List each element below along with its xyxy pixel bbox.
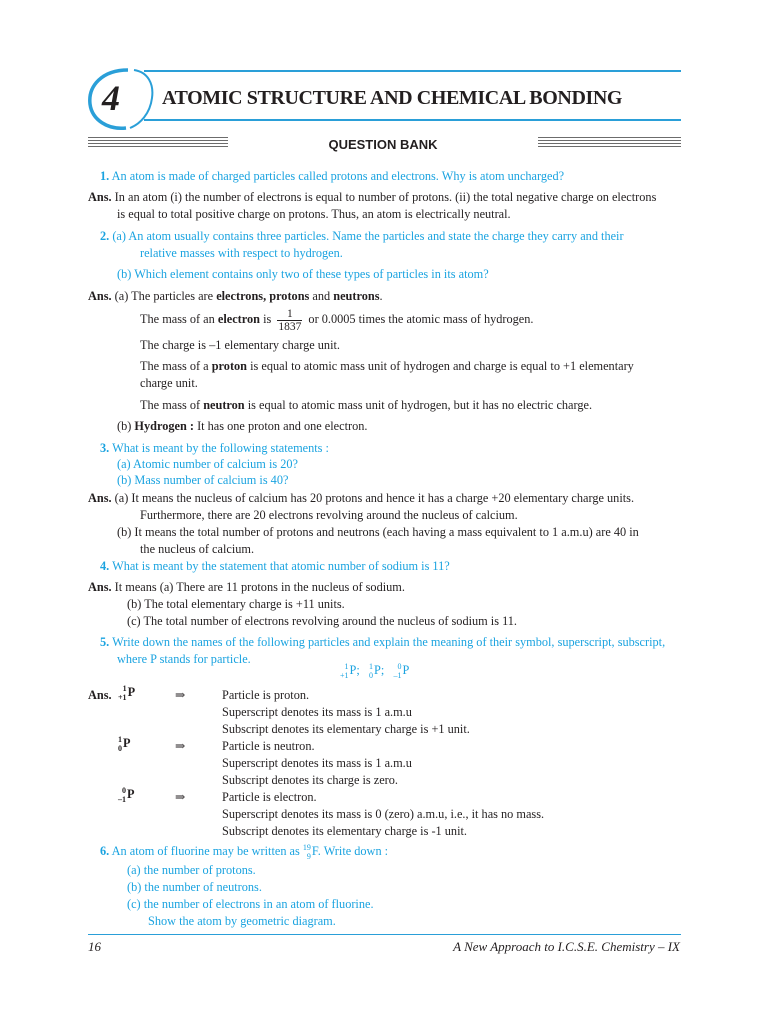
arrow: ⇒ — [175, 790, 186, 804]
answer-4b: (b) The total elementary charge is +11 units. — [127, 597, 345, 611]
answer-1 — [88, 189, 656, 206]
page-number: 16 — [88, 939, 101, 954]
question-6c: (c) the number of electrons in an atom of fluorine. — [127, 897, 374, 911]
answer-3a — [88, 490, 634, 507]
answer-text: It means (a) There are 11 protons in the nucleus of sodium. — [114, 580, 405, 594]
electron-desc-3: Subscript denotes its elementary charge is -1 unit. — [222, 824, 467, 838]
question-text: An atom of fluorine may be written as — [111, 844, 300, 858]
question-3a: (a) Atomic number of calcium is 20? — [117, 457, 298, 471]
answer-label: Ans. — [88, 190, 112, 204]
answer-label: Ans. — [88, 289, 112, 303]
question-number: 5. — [100, 635, 110, 649]
answer-text: It has one proton and one electron. — [197, 419, 368, 433]
answer-text: The mass of a — [140, 359, 209, 373]
symbol-electron: 0 –1 P — [393, 662, 410, 681]
question-6b: (b) the number of neutrons. — [127, 880, 262, 894]
question-3 — [100, 440, 329, 457]
answer-1-cont: is equal to total positive charge on protons. Thus, an atom is electrically neutral. — [117, 207, 511, 221]
chapter-number: 4 — [102, 78, 120, 118]
question-3b: (b) Mass number of calcium is 40? — [117, 473, 289, 487]
question-5-cont: where P stands for particle. — [117, 652, 251, 666]
proton-symbol: 1 +1 P — [118, 684, 136, 703]
term-hydrogen: Hydrogen : — [134, 419, 194, 433]
header-top-rule — [144, 70, 681, 72]
neutron-symbol: 1 0 P — [118, 735, 131, 754]
fraction — [277, 308, 302, 333]
question-6d: Show the atom by geometric diagram. — [148, 914, 336, 928]
answer-label: Ans. — [88, 580, 112, 594]
electron-charge: The charge is –1 elementary charge unit. — [140, 338, 340, 352]
term-electrons: electrons, — [216, 289, 267, 303]
answer-4 — [88, 579, 405, 596]
chapter-number-badge — [82, 64, 162, 134]
question-number: 2. — [100, 229, 110, 243]
left-decor-rules — [88, 137, 228, 151]
section-heading: QUESTION BANK — [328, 137, 438, 152]
question-5 — [100, 634, 665, 651]
answer-4c: (c) The total number of electrons revolving around the nucleus of sodium is 11. — [127, 614, 517, 628]
answer-2a — [88, 288, 383, 305]
question-2b: (b) Which element contains only two of these types of particles in its atom? — [117, 267, 489, 281]
electron-symbol: 0 –1 P — [118, 786, 135, 805]
answer-text: is — [263, 312, 272, 326]
answer-text: and — [312, 289, 331, 303]
fraction-denominator: 1837 — [278, 320, 302, 333]
answer-text: (b) — [117, 419, 132, 433]
question-4 — [100, 558, 450, 575]
proton-desc-3: Subscript denotes its elementary charge is +1 unit. — [222, 722, 470, 736]
electron-desc-2: Superscript denotes its mass is 0 (zero) a.m.u, i.e., it has no mass. — [222, 807, 545, 821]
question-text: (a) An atom usually contains three particles. Name the particles and state the charge they carry and their — [112, 229, 624, 243]
neutron-desc-3: Subscript denotes its charge is zero. — [222, 773, 398, 787]
symbol-neutron: 1 0 P; — [369, 662, 385, 681]
question-number: 6. — [100, 844, 110, 858]
proton-mass-cont: charge unit. — [140, 376, 198, 390]
fraction-numerator: 1 — [277, 308, 302, 321]
arrow: ⇒ — [175, 739, 186, 753]
question-6a: (a) the number of protons. — [127, 863, 256, 877]
term-electron: electron — [217, 312, 260, 326]
answer-3a-cont: Furthermore, there are 20 electrons revolving around the nucleus of calcium. — [140, 508, 518, 522]
answer-text: is equal to atomic mass unit of hydrogen and charge is equal to +1 elementary — [250, 359, 634, 373]
term-protons: protons — [269, 289, 310, 303]
particle-symbols — [340, 662, 409, 680]
answer-text: is equal to atomic mass unit of hydrogen, but it has no electric charge. — [247, 398, 593, 412]
term-proton: proton — [211, 359, 248, 373]
answer-text: In an atom (i) the number of electrons is equal to number of protons. (ii) the total negative charge on electrons — [114, 190, 657, 204]
question-6 — [100, 843, 388, 861]
proton-desc-2: Superscript denotes its mass is 1 a.m.u — [222, 705, 412, 719]
answer-text: or 0.0005 times the atomic mass of hydrogen. — [308, 312, 534, 326]
neutron-desc-1: Particle is neutron. — [222, 739, 315, 753]
question-2a — [100, 228, 624, 245]
neutron-mass-line — [140, 397, 592, 414]
question-number: 4. — [100, 559, 110, 573]
question-text: Write down the names of the following particles and explain the meaning of their symbol, superscript, subscript, — [112, 635, 666, 649]
proton-mass-line — [140, 358, 634, 375]
answer-2b — [117, 418, 367, 435]
right-decor-rules — [538, 137, 681, 151]
answer-label: Ans. — [88, 491, 112, 505]
answer-text: (a) It means the nucleus of calcium has 20 protons and hence it has a charge +20 elementary charge units. — [114, 491, 635, 505]
chapter-title: ATOMIC STRUCTURE AND CHEMICAL BONDING — [162, 87, 623, 109]
answer-label: Ans. — [88, 688, 112, 702]
arrow: ⇒ — [175, 688, 186, 702]
term-neutron: neutron — [203, 398, 245, 412]
answer-text: (a) The particles are — [114, 289, 214, 303]
answer-text: The mass of an — [140, 312, 215, 326]
electron-desc-1: Particle is electron. — [222, 790, 317, 804]
book-title: A New Approach to I.C.S.E. Chemistry – IX — [453, 939, 680, 954]
fluorine-symbol: 19 9 F. — [302, 843, 321, 862]
answer-text: . — [379, 289, 383, 303]
answer-3b: (b) It means the total number of protons and neutrons (each having a mass equivalent to 1 a.m.u) are 40 in — [117, 525, 639, 539]
answer-5-label — [88, 687, 112, 704]
answer-text: The mass of — [140, 398, 201, 412]
question-1 — [100, 168, 564, 185]
question-text: What is meant by the statement that atomic number of sodium is 11? — [112, 559, 450, 573]
header-bottom-rule — [144, 119, 681, 121]
electron-mass-line — [140, 304, 533, 334]
question-number: 1. — [100, 169, 110, 183]
term-neutrons: neutrons — [333, 289, 380, 303]
question-text: Write down : — [323, 844, 389, 858]
question-text: What is meant by the following statements : — [112, 441, 329, 455]
question-2a-cont: relative masses with respect to hydrogen. — [140, 246, 343, 260]
symbol-proton: 1 +1 P; — [340, 662, 360, 681]
proton-desc-1: Particle is proton. — [222, 688, 310, 702]
footer-rule — [88, 934, 681, 935]
question-number: 3. — [100, 441, 110, 455]
neutron-desc-2: Superscript denotes its mass is 1 a.m.u — [222, 756, 412, 770]
question-text: An atom is made of charged particles called protons and electrons. Why is atom uncharged? — [111, 169, 565, 183]
answer-3b-cont: the nucleus of calcium. — [140, 542, 255, 556]
